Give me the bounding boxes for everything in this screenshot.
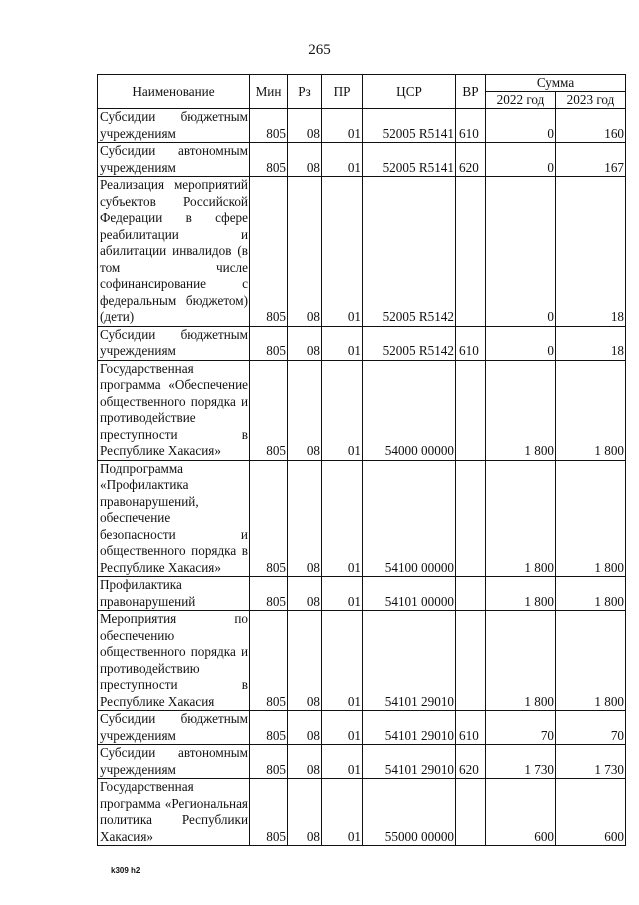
cell-rz: 08 xyxy=(288,745,322,779)
cell-csr: 54100 00000 xyxy=(363,460,456,577)
cell-name: Государственная программа «Обеспечение общественного порядка и противодействие преступности в Республике Хакасия» xyxy=(98,360,250,460)
cell-pr: 01 xyxy=(322,577,363,611)
cell-pr: 01 xyxy=(322,360,363,460)
cell-csr: 54000 00000 xyxy=(363,360,456,460)
header-vr: ВР xyxy=(456,75,486,109)
cell-min: 805 xyxy=(250,577,288,611)
cell-min: 805 xyxy=(250,109,288,143)
cell-rz: 08 xyxy=(288,460,322,577)
cell-sum-2023: 1 800 xyxy=(556,460,626,577)
cell-sum-2023: 18 xyxy=(556,326,626,360)
cell-pr: 01 xyxy=(322,460,363,577)
cell-vr: 620 xyxy=(456,745,486,779)
cell-rz: 08 xyxy=(288,577,322,611)
cell-csr: 54101 29010 xyxy=(363,745,456,779)
header-sum: Сумма xyxy=(486,75,626,92)
cell-name: Подпрограмма «Профилактика правонарушений, обеспечение безопасности и общественного порядка в Республике Хакасия» xyxy=(98,460,250,577)
cell-rz: 08 xyxy=(288,109,322,143)
header-rz: Рз xyxy=(288,75,322,109)
cell-pr: 01 xyxy=(322,711,363,745)
table-row xyxy=(98,711,626,745)
cell-min: 805 xyxy=(250,460,288,577)
cell-rz: 08 xyxy=(288,143,322,177)
cell-sum-2023: 1 800 xyxy=(556,360,626,460)
table-row xyxy=(98,745,626,779)
cell-sum-2022: 1 800 xyxy=(486,611,556,711)
cell-sum-2022: 600 xyxy=(486,779,556,846)
cell-name: Мероприятия по обеспечению общественного порядка и противодействию преступности в Республике Хакасия xyxy=(98,611,250,711)
header-year-2022: 2022 год xyxy=(486,92,556,109)
cell-min: 805 xyxy=(250,711,288,745)
cell-name: Субсидии бюджетным учреждениям xyxy=(98,711,250,745)
cell-csr: 55000 00000 xyxy=(363,779,456,846)
cell-pr: 01 xyxy=(322,611,363,711)
cell-min: 805 xyxy=(250,611,288,711)
cell-name: Субсидии бюджетным учреждениям xyxy=(98,109,250,143)
table-row xyxy=(98,779,626,846)
cell-pr: 01 xyxy=(322,779,363,846)
table-row xyxy=(98,177,626,327)
cell-sum-2023: 600 xyxy=(556,779,626,846)
cell-csr: 52005 R5141 xyxy=(363,143,456,177)
cell-csr: 54101 29010 xyxy=(363,711,456,745)
cell-rz: 08 xyxy=(288,711,322,745)
cell-sum-2023: 18 xyxy=(556,177,626,327)
cell-vr: 610 xyxy=(456,109,486,143)
cell-min: 805 xyxy=(250,360,288,460)
cell-sum-2023: 1 730 xyxy=(556,745,626,779)
page-number: 265 xyxy=(308,42,331,58)
cell-pr: 01 xyxy=(322,177,363,327)
cell-csr: 54101 29010 xyxy=(363,611,456,711)
cell-vr xyxy=(456,360,486,460)
cell-sum-2022: 1 800 xyxy=(486,577,556,611)
cell-sum-2023: 70 xyxy=(556,711,626,745)
table-row xyxy=(98,577,626,611)
cell-vr xyxy=(456,779,486,846)
cell-sum-2022: 70 xyxy=(486,711,556,745)
table-row xyxy=(98,143,626,177)
cell-sum-2022: 0 xyxy=(486,109,556,143)
cell-pr: 01 xyxy=(322,109,363,143)
cell-vr: 610 xyxy=(456,711,486,745)
cell-sum-2023: 1 800 xyxy=(556,611,626,711)
cell-csr: 52005 R5142 xyxy=(363,177,456,327)
header-name: Наименование xyxy=(98,75,250,109)
cell-vr xyxy=(456,611,486,711)
budget-table xyxy=(97,74,626,846)
cell-min: 805 xyxy=(250,177,288,327)
cell-sum-2022: 0 xyxy=(486,326,556,360)
cell-csr: 54101 00000 xyxy=(363,577,456,611)
cell-sum-2022: 0 xyxy=(486,143,556,177)
cell-pr: 01 xyxy=(322,143,363,177)
cell-min: 805 xyxy=(250,326,288,360)
cell-pr: 01 xyxy=(322,745,363,779)
table-row xyxy=(98,611,626,711)
table-body xyxy=(98,109,626,846)
cell-min: 805 xyxy=(250,779,288,846)
footer-code: k309 h2 xyxy=(111,866,141,875)
table-row xyxy=(98,460,626,577)
cell-sum-2023: 160 xyxy=(556,109,626,143)
cell-csr: 52005 R5141 xyxy=(363,109,456,143)
table-row xyxy=(98,360,626,460)
cell-vr: 620 xyxy=(456,143,486,177)
cell-name: Субсидии бюджетным учреждениям xyxy=(98,326,250,360)
cell-pr: 01 xyxy=(322,326,363,360)
cell-sum-2023: 167 xyxy=(556,143,626,177)
cell-vr xyxy=(456,177,486,327)
header-csr: ЦСР xyxy=(363,75,456,109)
cell-name: Государственная программа «Региональная политика Республики Хакасия» xyxy=(98,779,250,846)
cell-sum-2022: 0 xyxy=(486,177,556,327)
cell-name: Субсидии автономным учреждениям xyxy=(98,745,250,779)
cell-rz: 08 xyxy=(288,611,322,711)
cell-rz: 08 xyxy=(288,177,322,327)
table-row xyxy=(98,326,626,360)
header-min: Мин xyxy=(250,75,288,109)
header-row xyxy=(98,75,626,92)
cell-vr: 610 xyxy=(456,326,486,360)
cell-sum-2022: 1 800 xyxy=(486,460,556,577)
header-pr: ПР xyxy=(322,75,363,109)
cell-vr xyxy=(456,460,486,577)
cell-min: 805 xyxy=(250,143,288,177)
cell-sum-2022: 1 730 xyxy=(486,745,556,779)
cell-sum-2022: 1 800 xyxy=(486,360,556,460)
cell-min: 805 xyxy=(250,745,288,779)
cell-name: Субсидии автономным учреждениям xyxy=(98,143,250,177)
cell-rz: 08 xyxy=(288,326,322,360)
header-year-2023: 2023 год xyxy=(556,92,626,109)
cell-name: Профилактика правонарушений xyxy=(98,577,250,611)
cell-csr: 52005 R5142 xyxy=(363,326,456,360)
cell-rz: 08 xyxy=(288,360,322,460)
cell-sum-2023: 1 800 xyxy=(556,577,626,611)
table-row xyxy=(98,109,626,143)
cell-name: Реализация мероприятий субъектов Российской Федерации в сфере реабилитации и абилитации инвалидов (в том числе софинансирование с федеральным бюджетом) (дети) xyxy=(98,177,250,327)
cell-vr xyxy=(456,577,486,611)
cell-rz: 08 xyxy=(288,779,322,846)
